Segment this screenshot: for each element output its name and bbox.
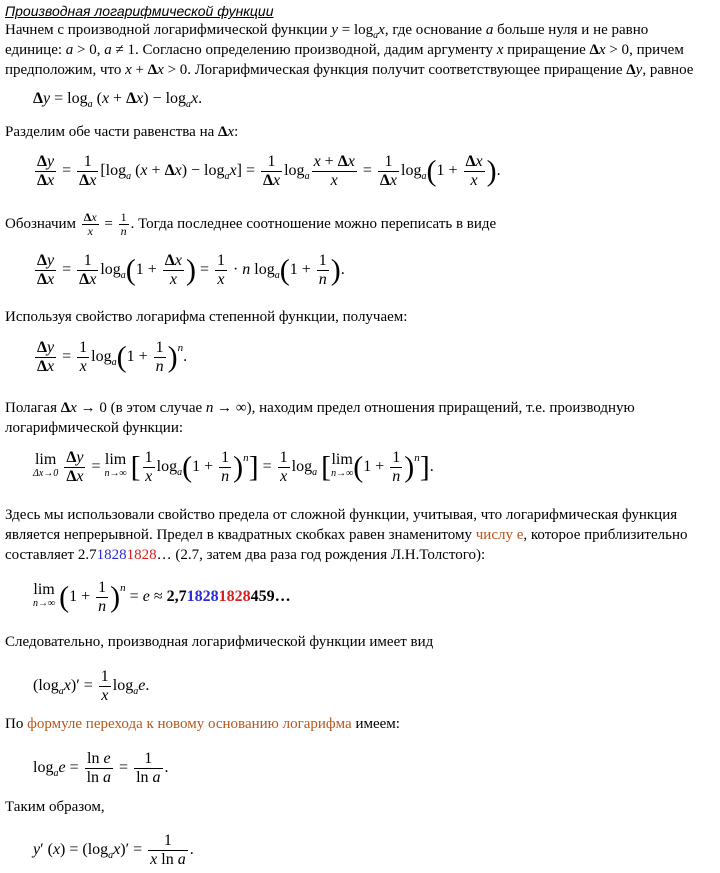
page-title: Производная логарифмической функции [5, 3, 274, 19]
equation-1: $\Delta y = \log_a (x + \Delta x) - \log_ax$. [33, 90, 203, 110]
paragraph-intro: Начнем с производной логарифмической функции $y = \log_ax$, где основание a больше нуля и не равно [5, 22, 649, 41]
equation-9: y′ $(x) = (\log_ax)'$ = $\frac{1}{\text{x ln a}}$ . [33, 832, 194, 868]
paragraph-5: Полагая Δx → 0 (в этом случае n → ∞), находим предел отношения приращений, т.е. производную [5, 400, 635, 416]
link-number-e[interactable]: числу e [475, 527, 524, 543]
equation-6: lim n→∞ (1 + $\frac{1}{n}$ )$^n$ = e ≈ 2,718281828459… [33, 578, 291, 615]
equation-7: $(\log_ax)'$ = $\frac{1}{x}$ $\log_ae$. [33, 668, 150, 704]
paragraph-2: Разделим обе части равенства на Δx: [5, 124, 239, 140]
equation-2: $\frac{\Delta y}{\Delta x}$ = $\frac{1}{\Delta x}$ [$\log_a$ $(x + \Delta x) - \log_ax$] = $\frac{1}{\Delta x}$ $\log_a$ $\frac{x + \Delta x}{x}$ = $\frac{1}{\Delta x}$ $\log_a(1$ + $\frac{\Delta x}{x}$ ). [37, 153, 501, 189]
equation-3: $\frac{\Delta y}{\Delta x}$ = $\frac{1}{\Delta x}$ $\log_a(1$ + $\frac{\Delta x}{x}$ ) = $\frac{1}{x}$ · n $\log_a(1$ + $\frac{1}{n}$ ). [37, 252, 345, 288]
paragraph-6: Здесь мы использовали свойство предела от сложной функции, учитывая, что логарифмическая функция [5, 507, 678, 523]
paragraph-3: Обозначим $\frac{\Delta x}{x}$ = $\frac{1}{n}$ . Тогда последнее соотношение можно переписать в виде [5, 210, 497, 238]
paragraph-9: Таким образом, [5, 799, 105, 815]
paragraph-4: Используя свойство логарифма степенной функции, получаем: [5, 309, 408, 325]
equation-8: $\log_ae$ = $\frac{\text{ln e}}{\text{ln a}}$ = $\frac{1}{\text{ln a}}$ . [33, 750, 169, 786]
paragraph-7: Следовательно, производная логарифмической функции имеет вид [5, 634, 434, 650]
paragraph-8: По формуле перехода к новому основанию логарифма имеем: [5, 716, 400, 732]
link-log-base-change[interactable]: формуле перехода к новому основанию логарифма [27, 716, 352, 732]
equation-4: $\frac{\Delta y}{\Delta x}$ = $\frac{1}{x}$ $\log_a(1$ + $\frac{1}{n}$ )$^n$. [37, 338, 188, 375]
equation-5: lim Δx→0 $\frac{\Delta y}{\Delta x}$ = lim n→∞ [ $\frac{1}{x}$ $\log_a(1$ + $\frac{1}{n}$ )$^n$] = $\frac{1}{x}$ $\log_a$ [ lim n→∞ (1 + $\frac{1}{n}$ )$^n$]. [33, 448, 434, 485]
